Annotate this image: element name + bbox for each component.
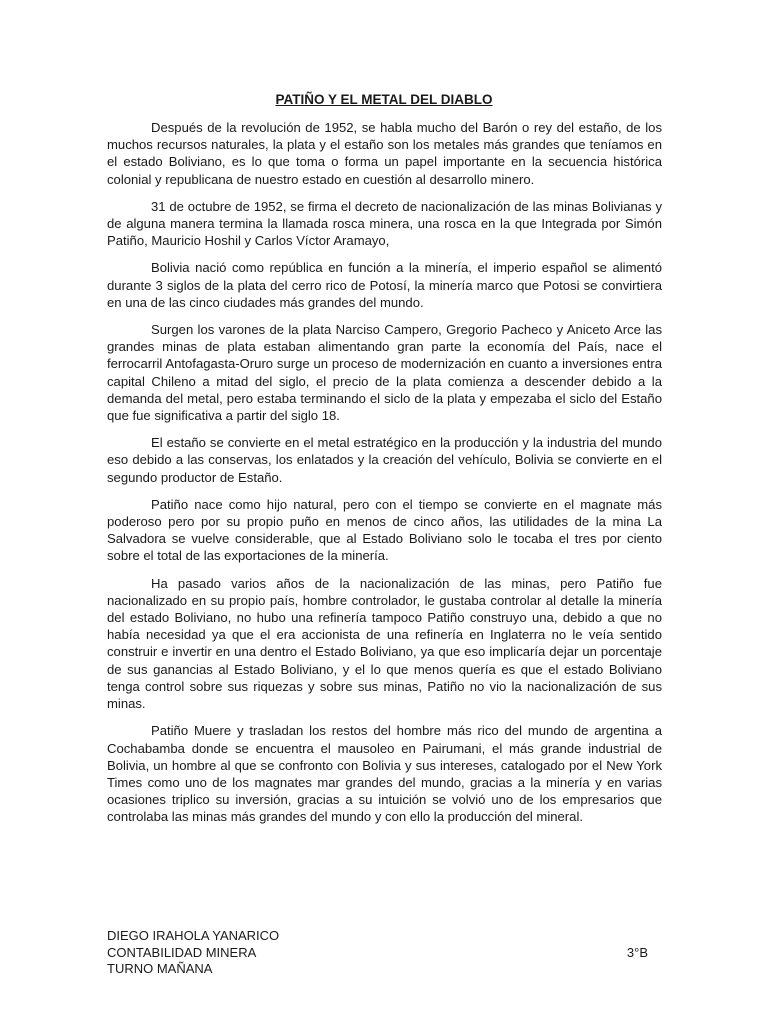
paragraph-7: Ha pasado varios años de la nacionalización de las minas, pero Patiño fue nacionalizado en su propio país, hombre controlador, le gustaba controlar al detalle la minería del estado Boliviano, no hubo una refinería tampoco Patiño construyo una, debido a que no había necesidad ya que el era accionista de una refinería en Inglaterra no le veía sentido construir e invertir en una dentro el Estado Boliviano, ya que eso implicaría dejar un porcentaje de sus ganancias al Estado Boliviano, y el lo que menos quería es que el estado Boliviano tenga control sobre sus riquezas y sobre sus minas, Patiño no vio la nacionalización de sus minas.: [107, 575, 662, 712]
paragraph-8: Patiño Muere y trasladan los restos del hombre más rico del mundo de argentina a Cochabamba donde se encuentra el mausoleo en Pairumani, el más grande industrial de Bolivia, un hombre al que se confronto con Bolivia y sus intereses, catalogado por el New York Times como uno de los magnates mar grandes del mundo, gracias a la minería y en varias ocasiones triplico su inversión, gracias a su intuición se volvió uno de los empresarios que controlaba las minas más grandes del mundo y con ello la producción del mineral.: [107, 723, 662, 825]
grade-label: 3°B: [626, 944, 648, 960]
paragraph-4: Surgen los varones de la plata Narciso Campero, Gregorio Pacheco y Aniceto Arce las grandes minas de plata estaban alimentando gran parte la economía del País, nace el ferrocarril Antofagasta-Oruro surge un proceso de modernización en cuanto a inversiones entra capital Chileno a mitad del siglo, el precio de la plata comienza a descender debido a la demanda del metal, pero estaba terminando el siclo de la plata y empezaba el siclo del Estaño que fue significativa a partir del siglo 18.: [107, 322, 662, 424]
course-name: CONTABILIDAD MINERA: [107, 944, 257, 960]
document-footer: [107, 928, 662, 978]
paragraph-2: 31 de octubre de 1952, se firma el decreto de nacionalización de las minas Bolivianas y de alguna manera termina la llamada rosca minera, una rosca en la que Integrada por Simón Patiño, Mauricio Hoshil y Carlos Víctor Aramayo,: [107, 198, 662, 249]
document-body: [107, 119, 662, 836]
paragraph-1: Después de la revolución de 1952, se habla mucho del Barón o rey del estaño, de los muchos recursos naturales, la plata y el estaño son los metales más grandes que teníamos en el estado Boliviano, es lo que toma o forma un papel importante en la secuencia histórica colonial y republicana de nuestro estado en cuestión al desarrollo minero.: [107, 120, 662, 187]
paragraph-3: Bolivia nació como república en función a la minería, el imperio español se alimentó durante 3 siglos de la plata del cerro rico de Potosí, la minería marco que Potosi se convirtiera en una de las cinco ciudades más grandes del mundo.: [107, 260, 662, 310]
document-title: PATIÑO Y EL METAL DEL DIABLO: [275, 92, 493, 107]
shift-label: TURNO MAÑANA: [107, 961, 213, 976]
author-name: DIEGO IRAHOLA YANARICO: [107, 928, 280, 943]
paragraph-5: El estaño se convierte en el metal estratégico en la producción y la industria del mundo eso debido a las conservas, los enlatados y la creación del vehículo, Bolivia se convierte en el segundo productor de Estaño.: [107, 435, 662, 485]
paragraph-6: Patiño nace como hijo natural, pero con el tiempo se convierte en el magnate más poderoso pero por su propio puño en menos de cinco años, las utilidades de la mina La Salvadora se vuelve considerable, que al Estado Boliviano solo le tocaba el tres por ciento sobre el total de las exportaciones de la minería.: [107, 496, 662, 564]
